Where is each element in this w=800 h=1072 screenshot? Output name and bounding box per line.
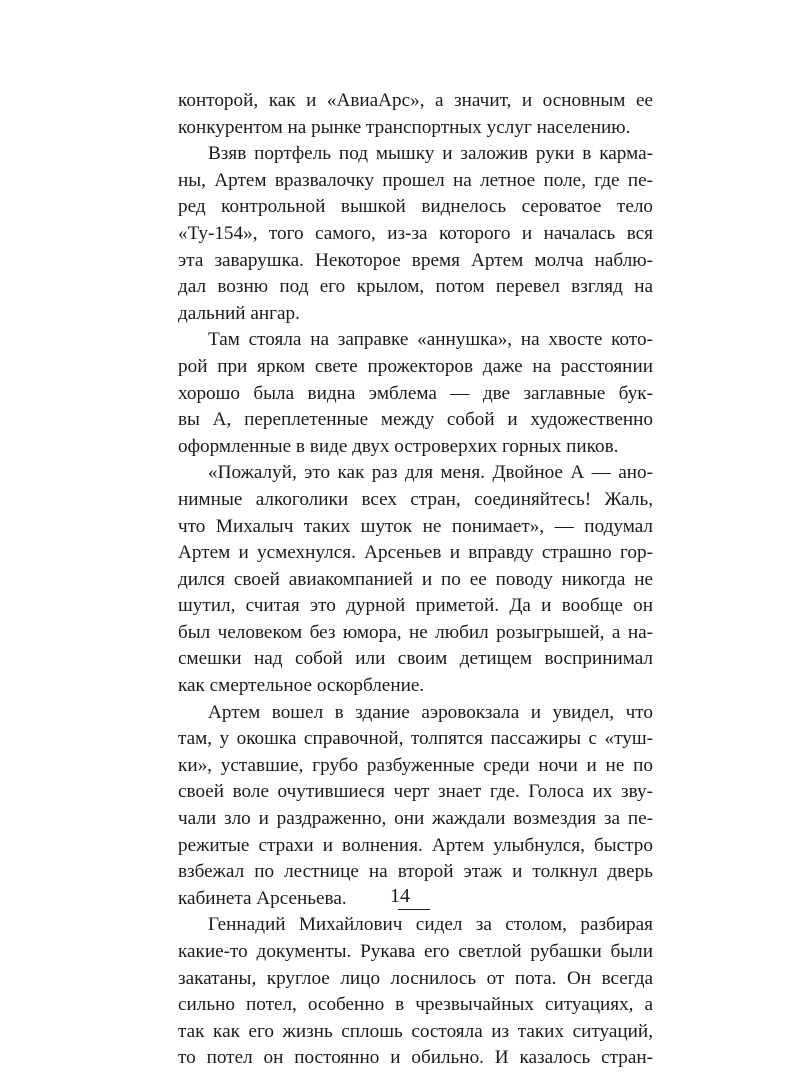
page-number-text: 14 [390,885,410,907]
page-number-underline [398,909,430,910]
text-line: то потел он постоянно и обильно. И казалось стран- [178,1047,653,1069]
text-line: закатаны, круглое лицо лоснилось от пота. Он всегда [178,967,653,989]
text-line: ред контрольной вышкой виднелось сероватое тело [178,196,653,218]
text-line: сильно потел, особенно в чрезвычайных ситуациях, а [178,994,653,1016]
text-line: конторой, как и «АвиаАрс», а значит, и основным ее [178,90,653,111]
text-line: Взяв портфель под мышку и заложив руки в карма- [208,143,653,165]
text-line: там, у окошка справочной, толпятся пассажиры с «туш- [178,728,653,750]
text-line: Артем и усмехнулся. Арсеньев и вправду страшно гор- [178,542,653,564]
text-line: эта заварушка. Некоторое время Артем молча наблю- [178,249,653,271]
text-line: кабинета Арсеньева. [178,887,347,909]
text-line: дал возню под его крылом, потом перевел взгляд на [178,276,653,298]
body-text [178,88,653,1072]
text-line: Там стояла на заправке «аннушка», на хвосте кото- [208,329,653,351]
text-line: чали зло и раздраженно, они жаждали возмездия за пе- [178,808,653,830]
text-line: ки», уставшие, грубо разбуженные среди ночи и не по [178,754,653,776]
text-line: дился своей авиакомпанией и по ее поводу никогда не [178,568,653,590]
text-line: «Ту-154», того самого, из-за которого и началась вся [178,222,653,244]
text-line: какие-то документы. Рукава его светлой рубашки были [178,941,653,962]
text-line: взбежал по лестнице на второй этаж и толкнул дверь [178,861,653,883]
text-line: дальний ангар. [178,302,300,324]
text-line: смешки над собой или своим детищем воспринимал [178,648,653,670]
text-line: нимные алкоголики всех стран, соединяйтесь! Жаль, [178,488,653,510]
text-line: своей воле очутившиеся черт знает где. Голоса их зву- [178,781,653,803]
text-line: как смертельное оскорбление. [178,675,425,697]
text-line: рой при ярком свете прожекторов даже на расстоянии [178,355,653,377]
text-line: что Михалыч таких шуток не понимает», — подумал [178,515,653,537]
page-number [0,883,800,909]
text-line: хорошо была видна эмблема — две заглавные бук- [178,382,653,404]
text-line: шутил, считая это дурной приметой. Да и вообще он [178,595,653,617]
text-line: ны, Артем вразвалочку прошел на летное поле, где пе- [178,169,653,191]
text-line: был человеком без юмора, не любил розыгрышей, а на- [178,621,653,643]
text-line: Артем вошел в здание аэровокзала и увидел, что [208,701,653,723]
text-line: конкурентом на рынке транспортных услуг населению. [178,116,631,138]
text-line: так как его жизнь сплошь состояла из таких ситуаций, [178,1020,653,1042]
text-line: оформленные в виде двух островерхих горных пиков. [178,435,619,457]
text-line: вы А, переплетенные между собой и художественно [178,409,653,431]
text-line: «Пожалуй, это как раз для меня. Двойное А — ано- [208,462,653,484]
text-line: Геннадий Михайлович сидел за столом, разбирая [208,914,653,936]
text-line: режитые страхи и волнения. Артем улыбнулся, быстро [178,834,653,856]
